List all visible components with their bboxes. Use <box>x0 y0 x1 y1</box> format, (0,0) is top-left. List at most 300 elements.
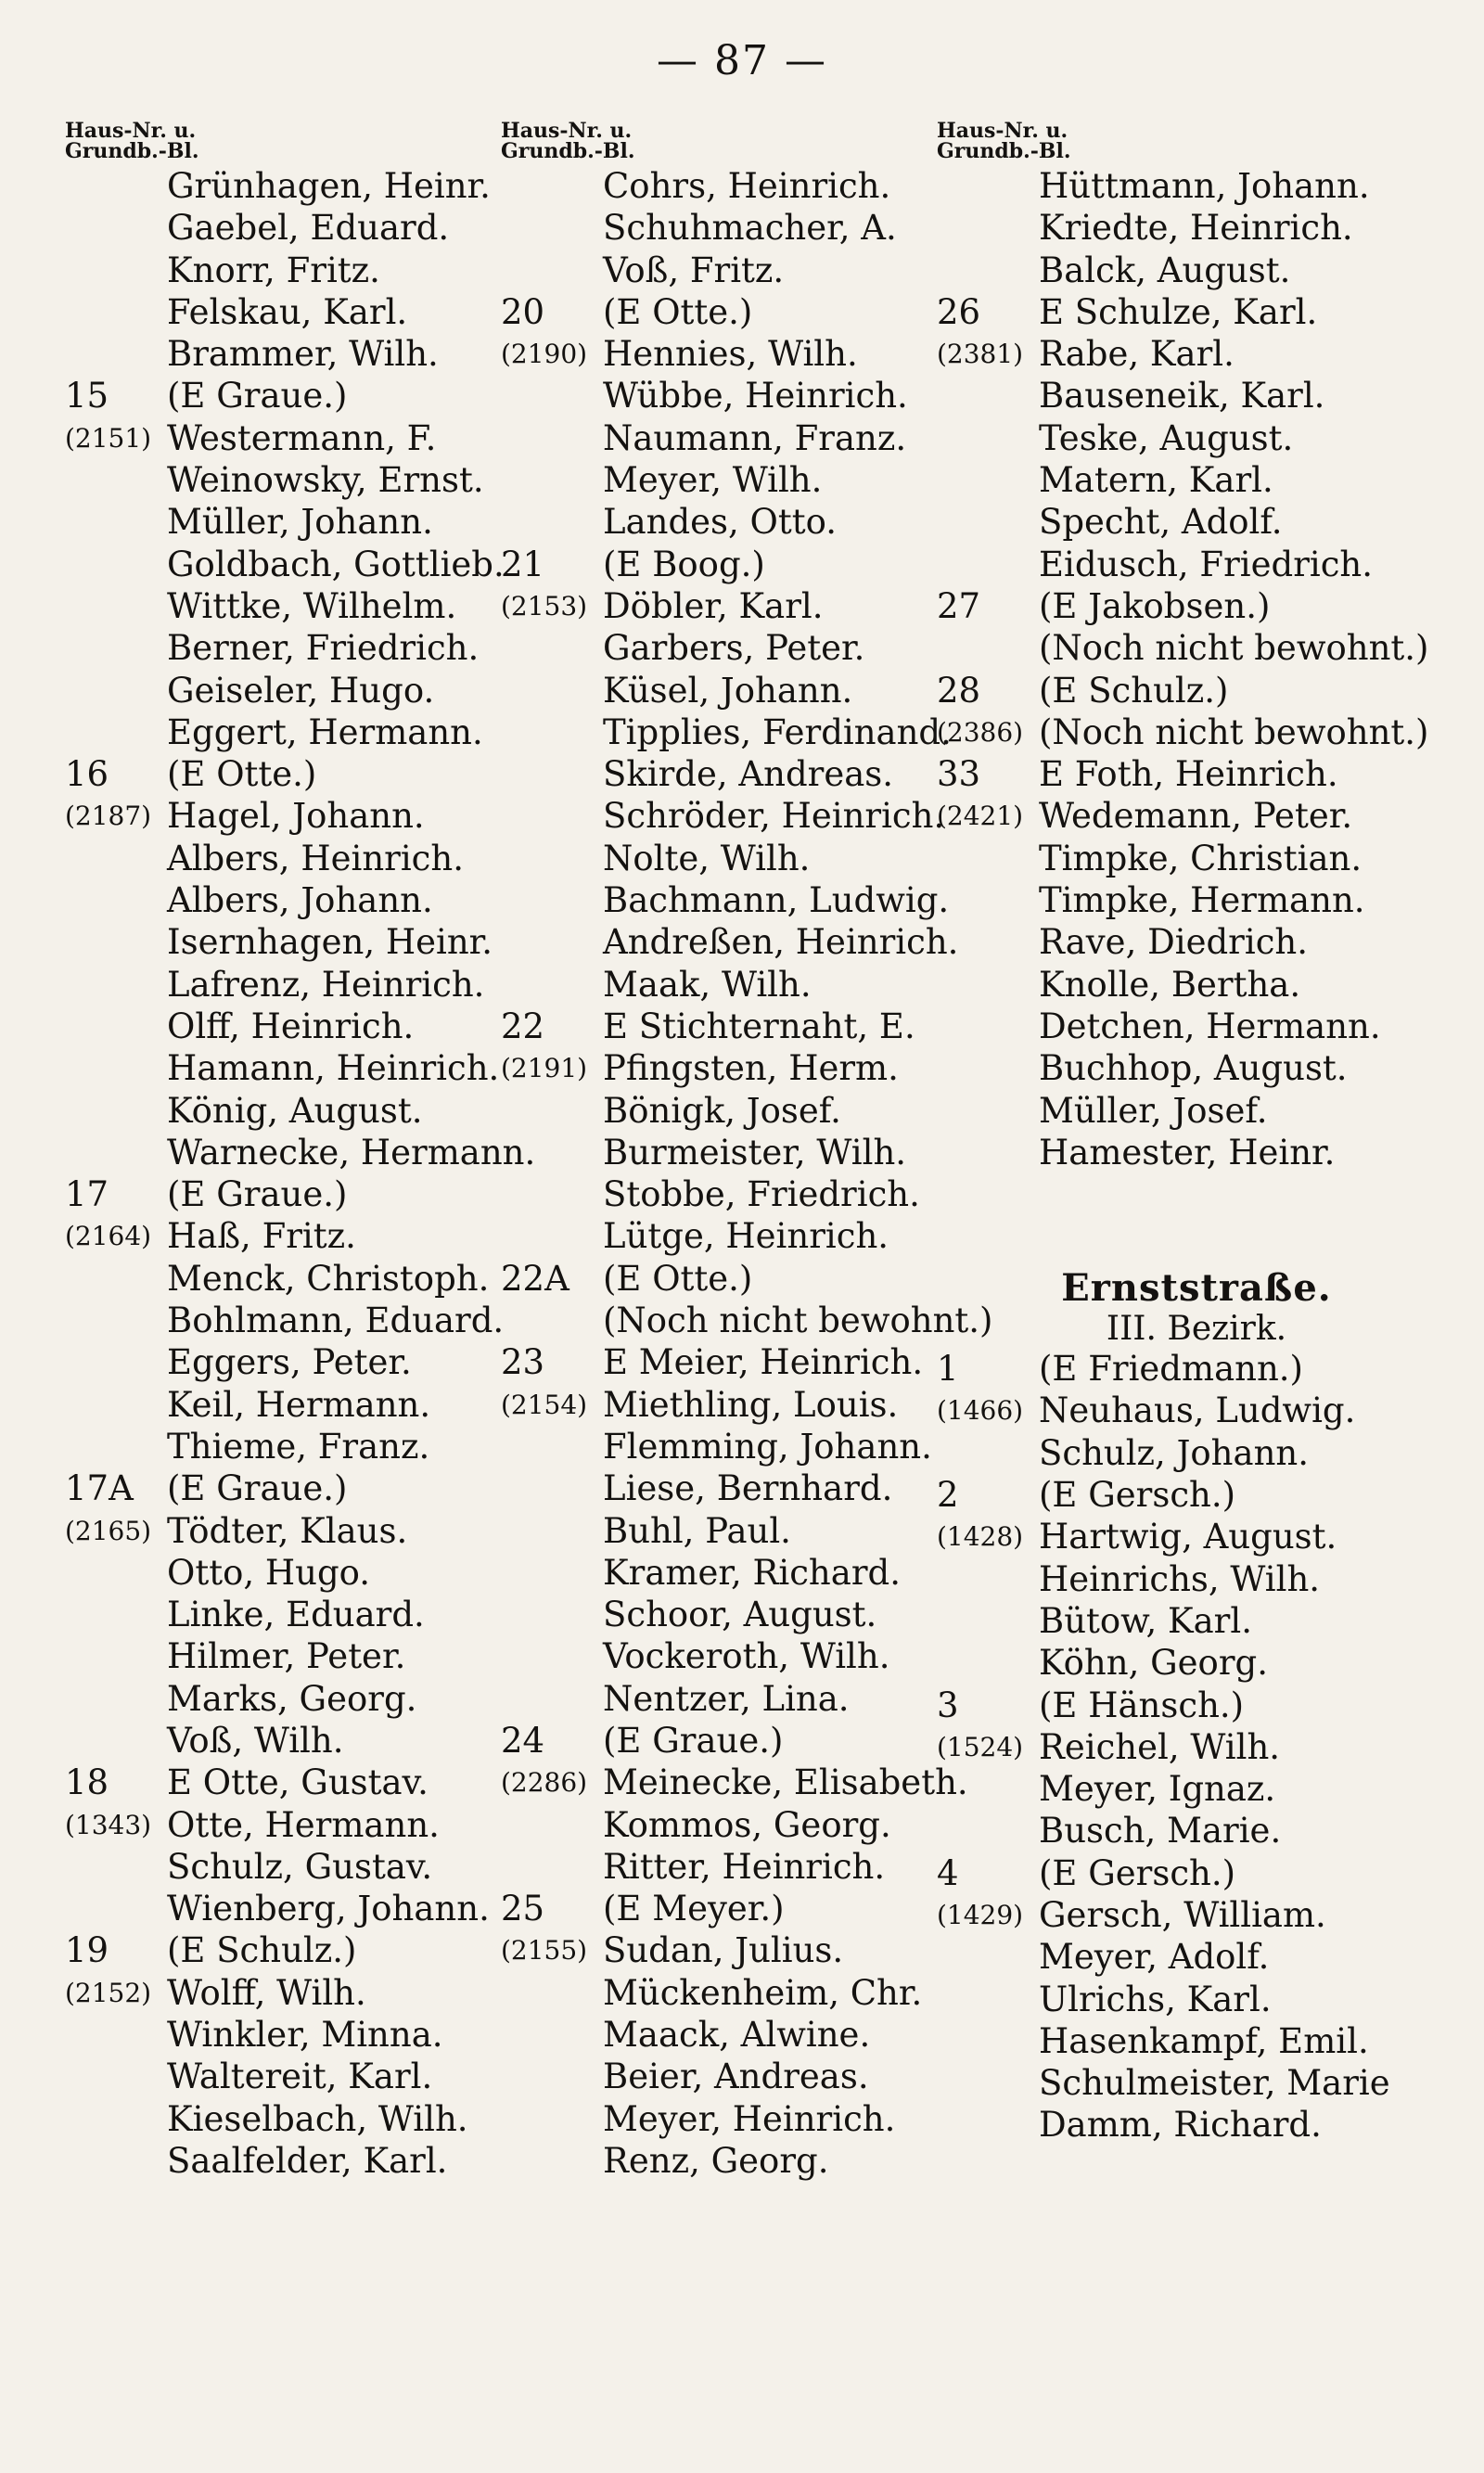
resident-name: (E Meyer.) <box>603 1889 785 1929</box>
resident-name: (E Gersch.) <box>1039 1852 1236 1893</box>
resident-name: Damm, Richard. <box>1039 2105 1322 2146</box>
resident-name: Meyer, Adolf. <box>1039 1937 1270 1978</box>
resident-name: Hilmer, Peter. <box>167 1636 406 1677</box>
directory-entry <box>65 1594 529 1635</box>
directory-entry <box>501 375 965 416</box>
directory-entry <box>65 964 529 1006</box>
directory-entry <box>937 1810 1456 1852</box>
resident-name: E Otte, Gustav. <box>167 1762 429 1803</box>
resident-name: Heinrichs, Wilh. <box>1039 1558 1321 1599</box>
directory-entry <box>937 375 1456 416</box>
directory-entry <box>65 291 529 333</box>
directory-entry <box>501 333 965 375</box>
resident-name: (E Gersch.) <box>1039 1475 1236 1516</box>
directory-entry <box>937 2020 1456 2062</box>
resident-name: Mückenheim, Chr. <box>603 1972 923 2013</box>
resident-name: Schulz, Gustav. <box>167 1846 433 1887</box>
resident-name: Voß, Wilh. <box>167 1720 344 1761</box>
house-number: 15 <box>65 376 109 416</box>
resident-name: Müller, Johann. <box>167 502 433 543</box>
resident-name: Gaebel, Eduard. <box>167 208 450 249</box>
directory-entry <box>65 1720 529 1762</box>
directory-entry <box>501 544 965 585</box>
directory-entry <box>501 1635 965 1677</box>
directory-entry <box>501 1467 965 1509</box>
directory-entry <box>501 2098 965 2140</box>
resident-name: Tödter, Klaus. <box>167 1510 408 1551</box>
resident-name: Teske, August. <box>1039 417 1294 458</box>
resident-name: Saalfelder, Karl. <box>167 2140 448 2181</box>
directory-entry <box>501 291 965 333</box>
directory-entry <box>501 2140 965 2182</box>
resident-name: (E Schulz.) <box>167 1930 357 1971</box>
resident-name: Knorr, Fritz. <box>167 250 380 290</box>
directory-entry <box>65 2056 529 2097</box>
street-entry-list <box>937 1348 1456 2146</box>
resident-name: Albers, Heinrich. <box>167 838 464 878</box>
resident-name: Wübbe, Heinrich. <box>603 376 908 416</box>
resident-name: Wienberg, Johann. <box>167 1889 490 1929</box>
resident-name: Stobbe, Friedrich. <box>603 1174 920 1215</box>
resident-name: Gersch, William. <box>1039 1894 1326 1935</box>
resident-name: Meyer, Wilh. <box>603 460 823 501</box>
directory-entry <box>937 1348 1456 1390</box>
resident-name: Beier, Andreas. <box>603 2057 869 2097</box>
resident-name: E Stichternaht, E. <box>603 1006 915 1046</box>
header-line-1: Haus-Nr. u. <box>65 119 197 143</box>
resident-name: Müller, Josef. <box>1039 1090 1268 1131</box>
directory-entry <box>501 1804 965 1846</box>
land-register-number: (2191) <box>501 1053 588 1084</box>
directory-entry <box>937 1852 1456 1894</box>
resident-name: Schröder, Heinrich. <box>603 796 945 837</box>
directory-entry <box>65 1972 529 2014</box>
resident-name: (E Graue.) <box>603 1720 784 1761</box>
directory-entry <box>501 964 965 1006</box>
resident-name: Pfingsten, Herm. <box>603 1048 899 1089</box>
directory-entry <box>65 250 529 291</box>
resident-name: (E Friedmann.) <box>1039 1349 1303 1390</box>
resident-name: Voß, Fritz. <box>603 250 785 290</box>
directory-entry <box>937 1726 1456 1768</box>
header-line-1: Haus-Nr. u. <box>937 119 1068 143</box>
resident-name: Geiseler, Hugo. <box>167 670 435 711</box>
resident-name: Eggers, Peter. <box>167 1342 412 1383</box>
directory-entry <box>65 1678 529 1720</box>
directory-entry <box>65 711 529 753</box>
resident-name: Schulmeister, Marie <box>1039 2063 1390 2104</box>
directory-entry <box>65 1047 529 1089</box>
directory-entry <box>65 1762 529 1803</box>
land-register-number: (2164) <box>65 1221 152 1252</box>
directory-entry <box>65 1929 529 1971</box>
directory-entry <box>65 333 529 375</box>
directory-entry <box>65 879 529 921</box>
house-number: 23 <box>501 1342 545 1383</box>
land-register-number: (2165) <box>65 1515 152 1546</box>
directory-entry <box>65 375 529 416</box>
resident-name: Otto, Hugo. <box>167 1552 371 1593</box>
directory-entry <box>501 670 965 711</box>
resident-name: Detchen, Hermann. <box>1039 1006 1381 1046</box>
directory-entry <box>65 1888 529 1929</box>
directory-entry <box>937 711 1456 753</box>
resident-name: Hamann, Heinrich. <box>167 1048 500 1089</box>
resident-name: Rabe, Karl. <box>1039 334 1235 375</box>
district-label: III. Bezirk. <box>1106 1310 1287 1349</box>
directory-entry <box>501 1215 965 1257</box>
resident-name: Isernhagen, Heinr. <box>167 922 493 963</box>
directory-entry <box>937 1642 1456 1684</box>
directory-entry <box>501 1678 965 1720</box>
directory-entry <box>65 501 529 543</box>
resident-name: Marks, Georg. <box>167 1678 417 1719</box>
directory-entry <box>937 1090 1456 1132</box>
house-number: 20 <box>501 291 545 332</box>
resident-name: Cohrs, Heinrich. <box>603 166 891 206</box>
column-header <box>501 121 965 161</box>
directory-entry <box>501 1594 965 1635</box>
directory-entry <box>501 1929 965 1971</box>
land-register-number: (2154) <box>501 1389 588 1420</box>
resident-name: Waltereit, Karl. <box>167 2057 433 2097</box>
resident-name: E Schulze, Karl. <box>1039 291 1318 332</box>
directory-entry <box>65 1258 529 1300</box>
resident-name: Meinecke, Elisabeth. <box>603 1762 968 1803</box>
land-register-number: (2421) <box>937 801 1024 832</box>
resident-name: Schoor, August. <box>603 1595 877 1635</box>
house-number: 22 <box>501 1006 545 1046</box>
resident-name: Rave, Diedrich. <box>1039 922 1309 963</box>
resident-name: Linke, Eduard. <box>167 1595 425 1635</box>
resident-name: Meyer, Heinrich. <box>603 2098 896 2139</box>
directory-entry <box>501 879 965 921</box>
house-number: 33 <box>937 754 981 795</box>
resident-name: (E Graue.) <box>167 1174 348 1215</box>
resident-name: Schuhmacher, A. <box>603 208 897 249</box>
directory-entry <box>937 2062 1456 2104</box>
directory-entry <box>937 1768 1456 1810</box>
resident-name: (E Otte.) <box>603 1258 753 1299</box>
house-number: 21 <box>501 544 545 584</box>
directory-entry <box>501 1300 993 1341</box>
directory-entry <box>501 1720 965 1762</box>
house-number: 24 <box>501 1720 545 1761</box>
directory-entry <box>65 627 529 669</box>
resident-name: Liese, Bernhard. <box>603 1468 893 1509</box>
directory-entry <box>937 1558 1456 1600</box>
resident-name: Naumann, Franz. <box>603 417 907 458</box>
land-register-number: (2381) <box>937 339 1024 370</box>
resident-name: Reichel, Wilh. <box>1039 1726 1281 1767</box>
directory-entry <box>937 1600 1456 1642</box>
directory-entry <box>937 1132 1456 1173</box>
directory-entry <box>65 838 529 879</box>
resident-name: Winkler, Minna. <box>167 2015 443 2056</box>
resident-name: Felskau, Karl. <box>167 291 408 332</box>
resident-name: Garbers, Peter. <box>603 628 865 669</box>
directory-entry <box>937 921 1456 963</box>
resident-name: Flemming, Johann. <box>603 1426 932 1467</box>
land-register-number: (2286) <box>501 1767 588 1799</box>
resident-name: Knolle, Bertha. <box>1039 964 1301 1005</box>
resident-name: Sudan, Julius. <box>603 1930 844 1971</box>
resident-name: (Noch nicht bewohnt.) <box>1039 628 1429 669</box>
house-number: 19 <box>65 1930 109 1971</box>
directory-entry <box>65 1300 529 1341</box>
directory-entry <box>937 207 1456 249</box>
resident-name: Maak, Wilh. <box>603 964 812 1005</box>
directory-entry <box>501 459 965 501</box>
directory-entry <box>65 1426 529 1467</box>
directory-entry <box>501 1552 965 1594</box>
directory-entry <box>501 2056 965 2097</box>
directory-entry <box>937 1936 1456 1978</box>
header-line-2: Grundb.-Bl. <box>937 139 1071 163</box>
resident-name: Otte, Hermann. <box>167 1804 440 1845</box>
directory-entry <box>65 753 529 795</box>
resident-name: Ulrichs, Karl. <box>1039 1979 1272 2019</box>
directory-entry <box>65 1552 529 1594</box>
resident-name: Lafrenz, Heinrich. <box>167 964 485 1005</box>
directory-entry <box>65 1467 529 1509</box>
resident-name: Vockeroth, Wilh. <box>603 1636 890 1677</box>
house-number: 16 <box>65 754 109 795</box>
resident-name: Andreßen, Heinrich. <box>603 922 959 963</box>
resident-name: Olff, Heinrich. <box>167 1006 415 1046</box>
resident-name: Kriedte, Heinrich. <box>1039 208 1353 249</box>
directory-entry <box>501 501 965 543</box>
resident-name: Nentzer, Lina. <box>603 1678 850 1719</box>
resident-name: Goldbach, Gottlieb. <box>167 544 505 584</box>
directory-entry <box>65 1804 529 1846</box>
resident-name: (E Graue.) <box>167 376 348 416</box>
resident-name: Hagel, Johann. <box>167 796 425 837</box>
directory-entry <box>501 1047 965 1089</box>
directory-entry <box>501 1846 965 1888</box>
directory-entry <box>501 921 965 963</box>
directory-entry <box>65 2098 529 2140</box>
directory-entry <box>501 1972 965 2014</box>
directory-entry <box>937 544 1456 585</box>
directory-entry <box>501 795 965 837</box>
land-register-number: (1343) <box>65 1809 152 1840</box>
column-3 <box>937 121 1456 2146</box>
resident-name: Busch, Marie. <box>1039 1811 1282 1852</box>
directory-entry <box>937 1047 1456 1089</box>
resident-name: (E Graue.) <box>167 1468 348 1509</box>
resident-name: Haß, Fritz. <box>167 1216 356 1257</box>
resident-name: Berner, Friedrich. <box>167 628 480 669</box>
land-register-number: (2151) <box>65 422 152 454</box>
resident-name: Hüttmann, Johann. <box>1039 166 1370 206</box>
column-header <box>65 121 529 161</box>
directory-entry <box>65 207 529 249</box>
directory-entry <box>937 627 1456 669</box>
resident-name: Albers, Johann. <box>167 880 433 921</box>
directory-entry <box>937 1979 1456 2020</box>
directory-entry <box>937 459 1456 501</box>
resident-name: Wittke, Wilhelm. <box>167 585 457 626</box>
directory-entry <box>65 544 529 585</box>
resident-name: Nolte, Wilh. <box>603 838 811 878</box>
directory-entry <box>65 1341 529 1383</box>
resident-name: Warnecke, Hermann. <box>167 1132 536 1172</box>
directory-entry <box>65 1510 529 1552</box>
header-line-2: Grundb.-Bl. <box>501 139 635 163</box>
directory-entry <box>65 1006 529 1047</box>
directory-entry <box>501 1888 965 1929</box>
directory-entry <box>65 1635 529 1677</box>
resident-name: (E Otte.) <box>603 291 753 332</box>
resident-name: Buchhop, August. <box>1039 1048 1348 1089</box>
resident-name: Grünhagen, Heinr. <box>167 166 491 206</box>
directory-entry <box>937 1432 1456 1474</box>
entry-list <box>937 165 1456 1173</box>
resident-name: (E Schulz.) <box>1039 670 1229 711</box>
directory-entry <box>501 627 965 669</box>
resident-name: Döbler, Karl. <box>603 585 824 626</box>
directory-entry <box>937 964 1456 1006</box>
resident-name: Wedemann, Peter. <box>1039 796 1353 837</box>
resident-name: Westermann, F. <box>167 417 437 458</box>
directory-entry <box>937 291 1456 333</box>
directory-entry <box>501 711 965 753</box>
land-register-number: (1466) <box>937 1395 1024 1427</box>
resident-name: Timpke, Christian. <box>1039 838 1362 878</box>
directory-entry <box>937 2104 1456 2146</box>
resident-name: Tipplies, Ferdinand. <box>603 711 952 752</box>
directory-entry <box>937 1474 1456 1516</box>
directory-entry <box>937 1516 1456 1557</box>
land-register-number: (2152) <box>65 1977 152 2008</box>
land-register-number: (2155) <box>501 1935 588 1967</box>
resident-name: König, August. <box>167 1090 423 1131</box>
resident-name: Hamester, Heinr. <box>1039 1132 1336 1172</box>
directory-entry <box>65 795 529 837</box>
resident-name: (Noch nicht bewohnt.) <box>603 1301 993 1341</box>
directory-entry <box>937 501 1456 543</box>
directory-entry <box>501 1510 965 1552</box>
directory-entry <box>65 670 529 711</box>
directory-entry <box>65 165 529 207</box>
house-number: 1 <box>937 1349 959 1390</box>
directory-entry <box>937 417 1456 459</box>
house-number: 3 <box>937 1685 959 1725</box>
directory-entry <box>937 879 1456 921</box>
directory-entry <box>501 1173 965 1215</box>
directory-entry <box>937 1006 1456 1047</box>
house-number: 22A <box>501 1258 569 1299</box>
resident-name: Meyer, Ignaz. <box>1039 1769 1276 1810</box>
directory-entry <box>937 333 1456 375</box>
directory-entry <box>937 1390 1456 1431</box>
resident-name: Brammer, Wilh. <box>167 334 439 375</box>
directory-entry <box>501 207 965 249</box>
house-number: 18 <box>65 1762 109 1803</box>
street-title: Ernststraße. <box>1061 1266 1332 1311</box>
land-register-number: (2190) <box>501 339 588 370</box>
directory-entry <box>501 250 965 291</box>
resident-name: Schulz, Johann. <box>1039 1432 1309 1473</box>
directory-entry <box>501 165 965 207</box>
directory-entry <box>65 1215 529 1257</box>
resident-name: Menck, Christoph. <box>167 1258 490 1299</box>
directory-entry <box>65 459 529 501</box>
directory-entry <box>937 585 1456 627</box>
house-number: 4 <box>937 1852 959 1893</box>
directory-entry <box>65 2140 529 2182</box>
resident-name: Landes, Otto. <box>603 502 838 543</box>
resident-name: Bönigk, Josef. <box>603 1090 841 1131</box>
resident-name: Balck, August. <box>1039 250 1291 290</box>
resident-name: Eidusch, Friedrich. <box>1039 544 1374 584</box>
resident-name: Wolff, Wilh. <box>167 1972 366 2013</box>
directory-entry <box>937 1894 1456 1936</box>
house-number: 27 <box>937 585 981 626</box>
directory-entry <box>937 753 1456 795</box>
resident-name: Weinowsky, Ernst. <box>167 460 484 501</box>
resident-name: Bachmann, Ludwig. <box>603 880 950 921</box>
resident-name: Köhn, Georg. <box>1039 1643 1268 1684</box>
directory-entry <box>65 585 529 627</box>
directory-entry <box>501 1426 965 1467</box>
header-line-1: Haus-Nr. u. <box>501 119 633 143</box>
directory-entry <box>501 1384 965 1426</box>
resident-name: Buhl, Paul. <box>603 1510 791 1551</box>
resident-name: Bauseneik, Karl. <box>1039 376 1325 416</box>
land-register-number: (1429) <box>937 1899 1024 1930</box>
resident-name: Bütow, Karl. <box>1039 1600 1252 1641</box>
resident-name: Kommos, Georg. <box>603 1804 891 1845</box>
resident-name: E Meier, Heinrich. <box>603 1342 924 1383</box>
house-number: 2 <box>937 1475 959 1516</box>
directory-entry <box>501 1006 965 1047</box>
house-number: 25 <box>501 1889 545 1929</box>
directory-entry <box>501 1762 968 1803</box>
resident-name: Kramer, Richard. <box>603 1552 901 1593</box>
directory-entry <box>937 670 1456 711</box>
directory-entry <box>65 1384 529 1426</box>
directory-entry <box>65 1090 529 1132</box>
directory-entry <box>65 417 529 459</box>
land-register-number: (2187) <box>65 801 152 832</box>
directory-entry <box>501 838 965 879</box>
section-gap <box>937 1173 1456 1266</box>
resident-name: Miethling, Louis. <box>603 1384 899 1425</box>
resident-name: Renz, Georg. <box>603 2140 829 2181</box>
resident-name: Specht, Adolf. <box>1039 502 1283 543</box>
directory-entry <box>937 250 1456 291</box>
resident-name: Matern, Karl. <box>1039 460 1273 501</box>
resident-name: (Noch nicht bewohnt.) <box>1039 711 1429 752</box>
directory-entry <box>65 1173 529 1215</box>
resident-name: Burmeister, Wilh. <box>603 1132 907 1172</box>
resident-name: Neuhaus, Ludwig. <box>1039 1390 1356 1431</box>
house-number: 17A <box>65 1468 134 1509</box>
resident-name: Maack, Alwine. <box>603 2015 871 2056</box>
resident-name: (E Hänsch.) <box>1039 1685 1245 1725</box>
resident-name: Kieselbach, Wilh. <box>167 2098 468 2139</box>
directory-entry <box>501 417 965 459</box>
directory-entry <box>501 2014 965 2056</box>
resident-name: Skirde, Andreas. <box>603 754 894 795</box>
directory-entry <box>501 1132 965 1173</box>
resident-name: Eggert, Hermann. <box>167 711 483 752</box>
directory-entry <box>937 838 1456 879</box>
land-register-number: (2153) <box>501 590 588 621</box>
directory-entry <box>65 1132 536 1173</box>
